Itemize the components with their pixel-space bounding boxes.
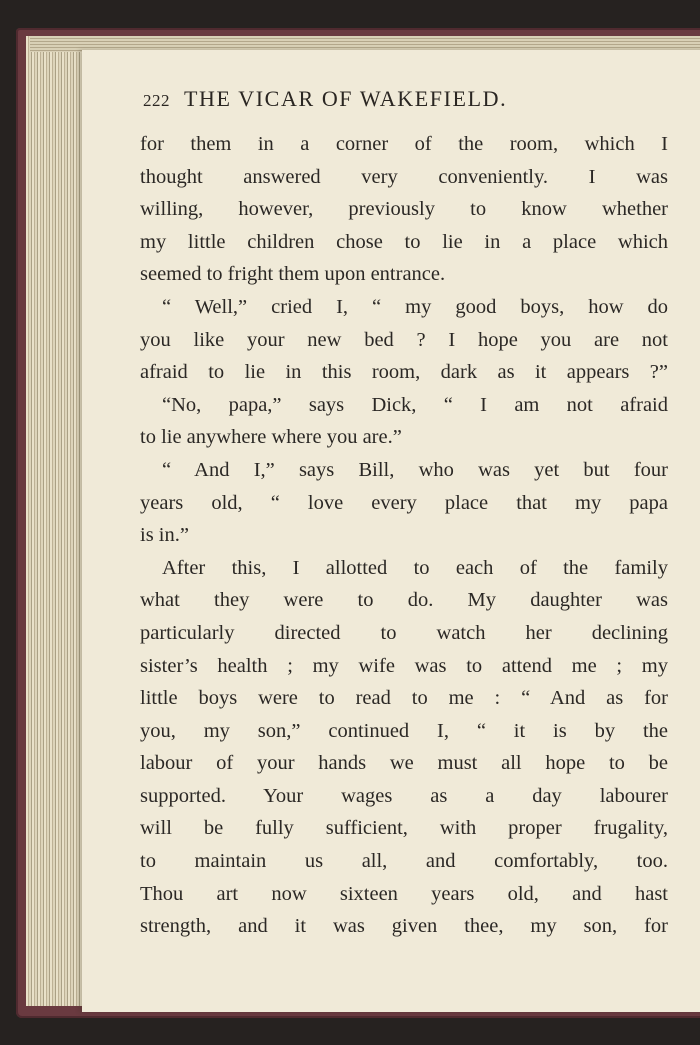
text-line: for them in a corner of the room, which I [140,133,668,155]
text-line: sister’s health ; my wife was to attend me ; my [140,654,668,677]
page-number: 222 [143,91,170,110]
text-line: what they were to do. My daughter was [140,589,668,612]
book-title: THE VICAR OF WAKEFIELD. [184,86,508,111]
text-line: “ And I,” says Bill, who was yet but four [162,458,668,481]
text-line: is in.” [140,524,189,547]
text-line: you, my son,” continued I, “ it is by the [140,719,668,742]
text-line: you like your new bed ? I hope you are not [140,328,668,351]
text-line: thought answered very conveniently. I was [140,165,668,188]
text-line: supported. Your wages as a day labourer [140,784,668,807]
body-text [140,128,668,943]
text-line: seemed to fright them upon entrance. [140,263,446,286]
text-line: “No, papa,” says Dick, “ I am not afraid [162,393,668,416]
text-line: to lie anywhere where you are.” [140,426,402,449]
text-line: particularly directed to watch her declining [140,621,668,644]
text-line: afraid to lie in this room, dark as it appears ?” [140,361,668,384]
running-head [143,86,663,114]
text-line: strength, and it was given thee, my son, for [140,915,668,938]
text-line: “ Well,” cried I, “ my good boys, how do [162,295,668,318]
text-line: After this, I allotted to each of the family [162,556,668,579]
text-line: my little children chose to lie in a place which [140,230,668,253]
text-line: Thou art now sixteen years old, and hast [140,882,668,905]
text-line: years old, “ love every place that my papa [140,491,668,514]
text-line: to maintain us all, and comfortably, too. [140,850,668,873]
text-line: willing, however, previously to know whether [140,198,668,221]
text-line: will be fully sufficient, with proper frugality, [140,817,668,840]
text-line: little boys were to read to me : “ And as for [140,687,668,710]
text-line: labour of your hands we must all hope to be [140,752,668,775]
